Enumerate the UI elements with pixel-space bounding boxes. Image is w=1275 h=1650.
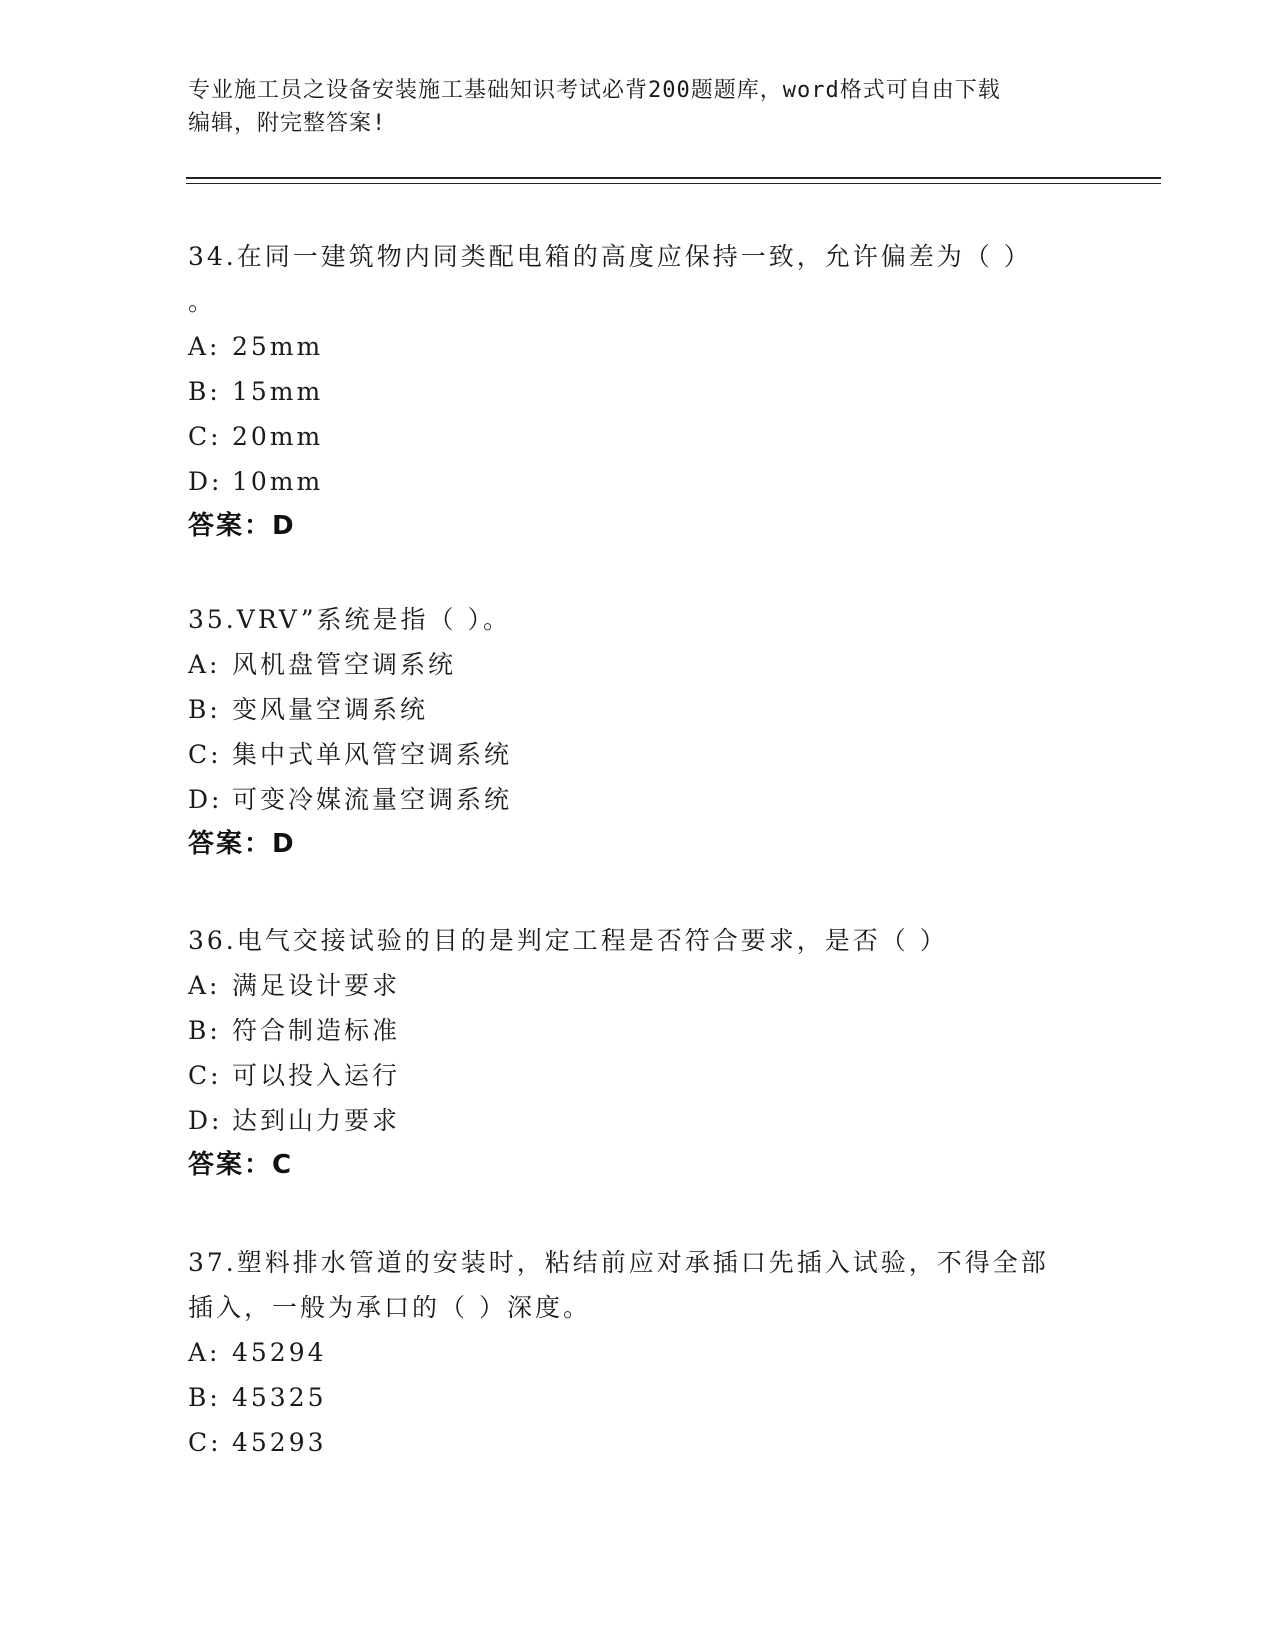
option-text: 45294 [232,1338,327,1367]
question-stem-continued: 插入，一般为承口的（ ）深度。 [188,1293,591,1322]
question-36 [188,918,1088,1188]
option-text: 符合制造标准 [232,1016,401,1045]
option-a [188,1330,1088,1375]
option-label: B: [188,377,221,406]
option-label: B: [188,1383,221,1412]
option-label: D: [188,467,223,496]
option-text: 45325 [232,1383,327,1412]
option-label: A: [188,971,221,1000]
option-text: 集中式单风管空调系统 [232,740,513,769]
header-divider-thin [186,183,1161,184]
option-text: 达到山力要求 [232,1106,401,1135]
option-label: B: [188,1016,221,1045]
question-35 [188,597,1088,867]
option-b [188,1008,1088,1053]
option-text: 45293 [232,1428,327,1457]
option-a [188,963,1088,1008]
option-text: 满足设计要求 [232,971,401,1000]
answer-line: 答案：D [188,829,296,859]
header-line-1: 专业施工员之设备安装施工基础知识考试必背200题题库，word格式可自由下载 [188,78,1001,103]
option-b [188,1375,1088,1420]
option-c [188,1420,1088,1465]
answer-line: 答案：D [188,511,296,541]
option-d [188,459,1088,504]
option-label: A: [188,332,221,361]
option-label: A: [188,1338,221,1367]
option-label: C: [188,740,222,769]
header-divider-thick [186,177,1161,179]
option-label: D: [188,785,223,814]
question-stem: 37.塑料排水管道的安装时，粘结前应对承插口先插入试验，不得全部 [188,1248,1049,1277]
option-label: B: [188,695,221,724]
option-label: C: [188,422,222,451]
option-a [188,324,1088,369]
option-d [188,777,1088,822]
option-text: 可以投入运行 [232,1061,401,1090]
option-label: C: [188,1428,222,1457]
option-text: 10mm [232,467,324,496]
option-text: 风机盘管空调系统 [232,650,457,679]
question-stem: 35.VRV”系统是指（ ）。 [188,605,511,634]
option-text: 20mm [232,422,324,451]
option-label: D: [188,1106,223,1135]
option-label: A: [188,650,221,679]
option-text: 15mm [232,377,324,406]
option-c [188,732,1088,777]
header-line-2: 编辑，附完整答案! [188,111,387,136]
question-37 [188,1240,1088,1465]
question-34 [188,234,1088,549]
option-c [188,1053,1088,1098]
option-text: 变风量空调系统 [232,695,429,724]
option-a [188,642,1088,687]
option-c [188,414,1088,459]
option-d [188,1098,1088,1143]
option-text: 可变冷媒流量空调系统 [232,785,513,814]
option-text: 25mm [232,332,324,361]
answer-line: 答案：C [188,1150,294,1180]
option-b [188,687,1088,732]
question-stem-continued: 。 [188,287,217,316]
option-label: C: [188,1061,222,1090]
question-stem: 34.在同一建筑物内同类配电箱的高度应保持一致，允许偏差为（ ） [188,242,1032,271]
document-header [188,74,1088,140]
option-b [188,369,1088,414]
question-stem: 36.电气交接试验的目的是判定工程是否符合要求，是否（ ） [188,926,948,955]
